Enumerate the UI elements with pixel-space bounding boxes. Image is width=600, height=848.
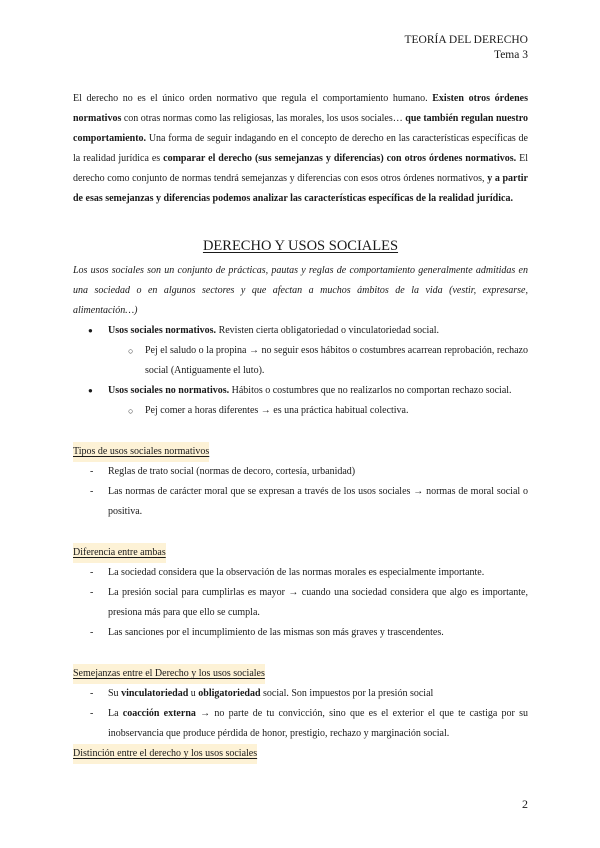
- list-item: [73, 583, 528, 623]
- text-run: Su: [108, 688, 122, 699]
- type-item: [73, 321, 528, 341]
- bold-text: obligatoriedad: [198, 688, 261, 699]
- header-title: TEORÍA DEL DERECHO: [404, 34, 528, 46]
- text-run: Las normas de carácter moral que se expresan a través de los usos sociales → normas de moral social o positiva.: [108, 486, 528, 517]
- text-run: Reglas de trato social (normas de decoro, cortesía, urbanidad): [108, 466, 356, 477]
- header-subtitle: Tema 3: [493, 49, 528, 61]
- text-run: → no parte de tu convicción, sino que es el exterior el que te castiga por su inobservancia que produce pérdida de honor, prestigio, rechazo y marginación social.: [108, 708, 528, 739]
- text-run: La: [108, 708, 123, 719]
- text-run: La presión social para cumplirlas es mayor → cuando una sociedad considera que algo es importante, presiona más para que ello se cumpla.: [108, 587, 528, 618]
- subsection-heading: Semejanzas entre el Derecho y los usos sociales: [73, 664, 265, 684]
- subsection-heading-wrap: [73, 543, 528, 563]
- dash-list: [73, 462, 528, 522]
- text-run: con otras normas como las religiosas, las morales, los usos sociales…: [121, 113, 406, 124]
- type-example: ○ Pej el saludo o la propina → no seguir esos hábitos o costumbres acarrean reprobación, rechazo social (Antiguamente el luto).: [73, 341, 528, 381]
- list-item: [73, 704, 528, 744]
- subsection-heading-wrap: [73, 744, 528, 764]
- intro-paragraph: [73, 89, 528, 209]
- text-run: El derecho como conjunto de normas tendrá semejanzas y diferencias con esos otros órdenes normativos,: [73, 153, 528, 184]
- text-run: La sociedad considera que la observación de las normas morales es especialmente importante.: [108, 567, 485, 578]
- list-item: [73, 563, 528, 583]
- page-content: [73, 89, 528, 764]
- definition-paragraph: Los usos sociales son un conjunto de prácticas, pautas y reglas de comportamiento generalmente admitidas en una sociedad o en algunos sectores y que afectan a muchos ámbitos de la vida (vestir, expresarse, alimentación…): [73, 265, 528, 316]
- text-run: social. Son impuestos por la presión social: [260, 688, 434, 699]
- list-item: [73, 684, 528, 704]
- list-item: [73, 462, 528, 482]
- subsection-heading: Distinción entre el derecho y los usos sociales: [73, 744, 257, 764]
- dash-list: [73, 684, 528, 744]
- bold-text: Existen otros órdenes normativos: [73, 93, 529, 124]
- bold-text: vinculatoriedad: [121, 688, 189, 699]
- page-number: 2: [522, 797, 528, 811]
- subsection-heading-wrap: [73, 664, 528, 684]
- text-run: u: [188, 688, 199, 699]
- bold-text: coacción externa: [122, 708, 196, 719]
- type-description: Hábitos o costumbres que no realizarlos no comportan rechazo social.: [229, 385, 512, 396]
- type-description: Revisten cierta obligatoriedad o vinculatoriedad social.: [216, 325, 440, 336]
- list-item: [73, 623, 528, 643]
- types-list: [73, 321, 528, 421]
- running-header: [404, 33, 528, 63]
- bold-text: comparar el derecho (sus semejanzas y diferencias) con otros órdenes normativos.: [163, 153, 517, 164]
- type-term: Usos sociales no normativos.: [108, 385, 230, 396]
- type-term: Usos sociales normativos.: [108, 325, 217, 336]
- type-example: ○ Pej comer a horas diferentes → es una práctica habitual colectiva.: [73, 401, 528, 421]
- section-title: DERECHO Y USOS SOCIALES: [202, 238, 399, 254]
- text-run: Una forma de seguir indagando en el concepto de derecho en las características específicas de la realidad jurídica es: [73, 133, 528, 164]
- bold-text: que también regulan nuestro comportamiento.: [73, 113, 529, 144]
- text-run: Las sanciones por el incumplimiento de las mismas son más graves y trascendentes.: [108, 627, 444, 638]
- list-item: [73, 482, 528, 522]
- bold-text: y a partir de esas semejanzas y diferencias podemos analizar las características específicas de la realidad jurídica.: [73, 173, 528, 204]
- type-item: [73, 381, 528, 401]
- text-run: El derecho no es el único orden normativo que regula el comportamiento humano.: [73, 93, 433, 104]
- subsection-heading: Diferencia entre ambas: [73, 543, 166, 563]
- subsection-heading: Tipos de usos sociales normativos: [73, 442, 209, 462]
- dash-list: [73, 563, 528, 643]
- subsections: [73, 442, 528, 764]
- subsection-heading-wrap: [73, 442, 528, 462]
